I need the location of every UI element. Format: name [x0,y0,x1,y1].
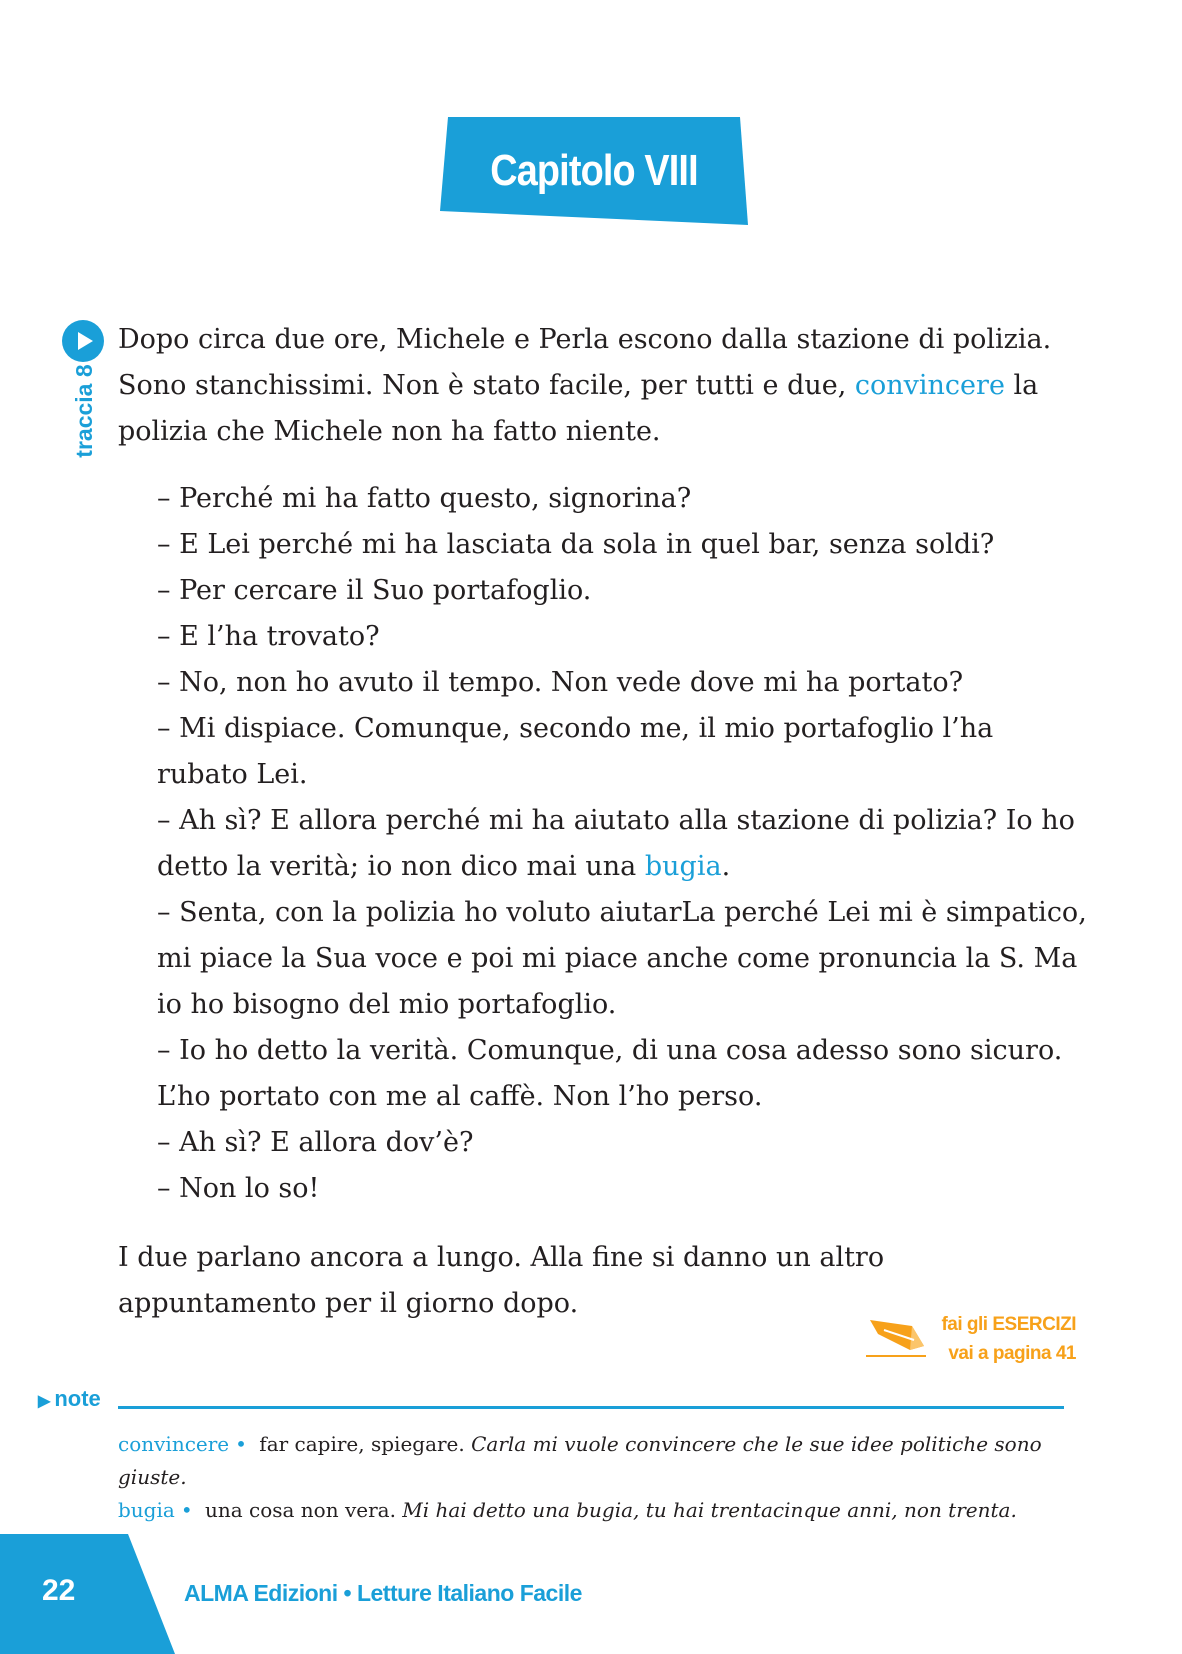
dialogue-line: – Io ho detto la verità. Comunque, di una cosa adesso sono sicuro. L’ho portato con me al caffè. Non l’ho perso. [157,1035,1063,1112]
notes-list [118,1428,1068,1527]
notes-header-label: note [54,1386,101,1411]
dialogue-text-after: . [721,851,731,882]
note-definition: far capire, spiegare. [252,1432,472,1456]
notes-header [38,1386,101,1416]
exercise-line-2: vai a pagina 41 [948,1343,1076,1364]
dialogue-line: – E l’ha trovato? [157,621,380,652]
footer-credit: ALMA Edizioni • Letture Italiano Facile [184,1580,582,1606]
dialogue-line: – E Lei perché mi ha lasciata da sola in quel bar, senza soldi? [157,529,995,560]
keyword-bugia[interactable]: bugia [644,851,722,882]
notes-divider [118,1406,1064,1409]
dialogue-text-before: – Ah sì? E allora perché mi ha aiutato alla stazione di polizia? Io ho detto la verità; io non dico mai una [157,805,1075,882]
dialogue [157,476,1087,1212]
dialogue-line: – Senta, con la polizia ho voluto aiutarLa perché Lei mi è simpatico, mi piace la Sua voce e poi mi piace anche come pronuncia la S. Ma io ho bisogno del mio portafoglio. [157,897,1087,1020]
dialogue-line: – Per cercare il Suo portafoglio. [157,575,592,606]
dialogue-line: – Perché mi ha fatto questo, signorina? [157,483,692,514]
note-example: Carla mi vuole convincere che le sue idee politiche sono giuste. [118,1432,1042,1489]
page-number: 22 [42,1574,76,1607]
outro-paragraph: I due parlano ancora a lungo. Alla fine si danno un altro appuntamento per il giorno dopo. [118,1242,885,1319]
note-term: convincere [118,1432,230,1456]
intro-paragraph [118,317,1088,455]
intro-text-after: la polizia che Michele non ha fatto niente. [118,370,1039,447]
note-bullet: • [180,1498,193,1522]
exercise-text [936,1310,1076,1368]
note-bullet: • [235,1432,247,1456]
note-term: bugia [118,1498,175,1522]
note-example: Mi hai detto una bugia, tu hai trentacinque anni, non trenta. [402,1498,1017,1522]
dialogue-line: – Ah sì? E allora dov’è? [157,1127,474,1158]
note-entry [118,1428,1068,1494]
dialogue-line: – Non lo so! [157,1173,320,1204]
dialogue-line: – No, non ho avuto il tempo. Non vede dove mi ha portato? [157,667,964,698]
keyword-convincere[interactable]: convincere [854,370,1005,401]
note-entry [118,1494,1068,1527]
track-label: traccia 8 [71,364,97,458]
dialogue-line: – Mi dispiace. Comunque, secondo me, il mio portafoglio l’ha rubato Lei. [157,713,994,790]
note-definition: una cosa non vera. [198,1498,403,1522]
exercise-link[interactable] [866,1310,1076,1372]
exercise-line-1: fai gli ESERCIZI [941,1314,1076,1335]
chapter-title: Capitolo VIII [490,146,698,195]
pencil-icon [866,1316,936,1366]
intro-text-before: Dopo circa due ore, Michele e Perla escono dalla stazione di polizia. Sono stanchissimi. Non è stato facile, per tutti e due, [118,324,1052,401]
dialogue-line [157,798,1087,890]
chapter-banner [440,117,748,225]
play-arrow-icon: ▶ [38,1393,51,1410]
